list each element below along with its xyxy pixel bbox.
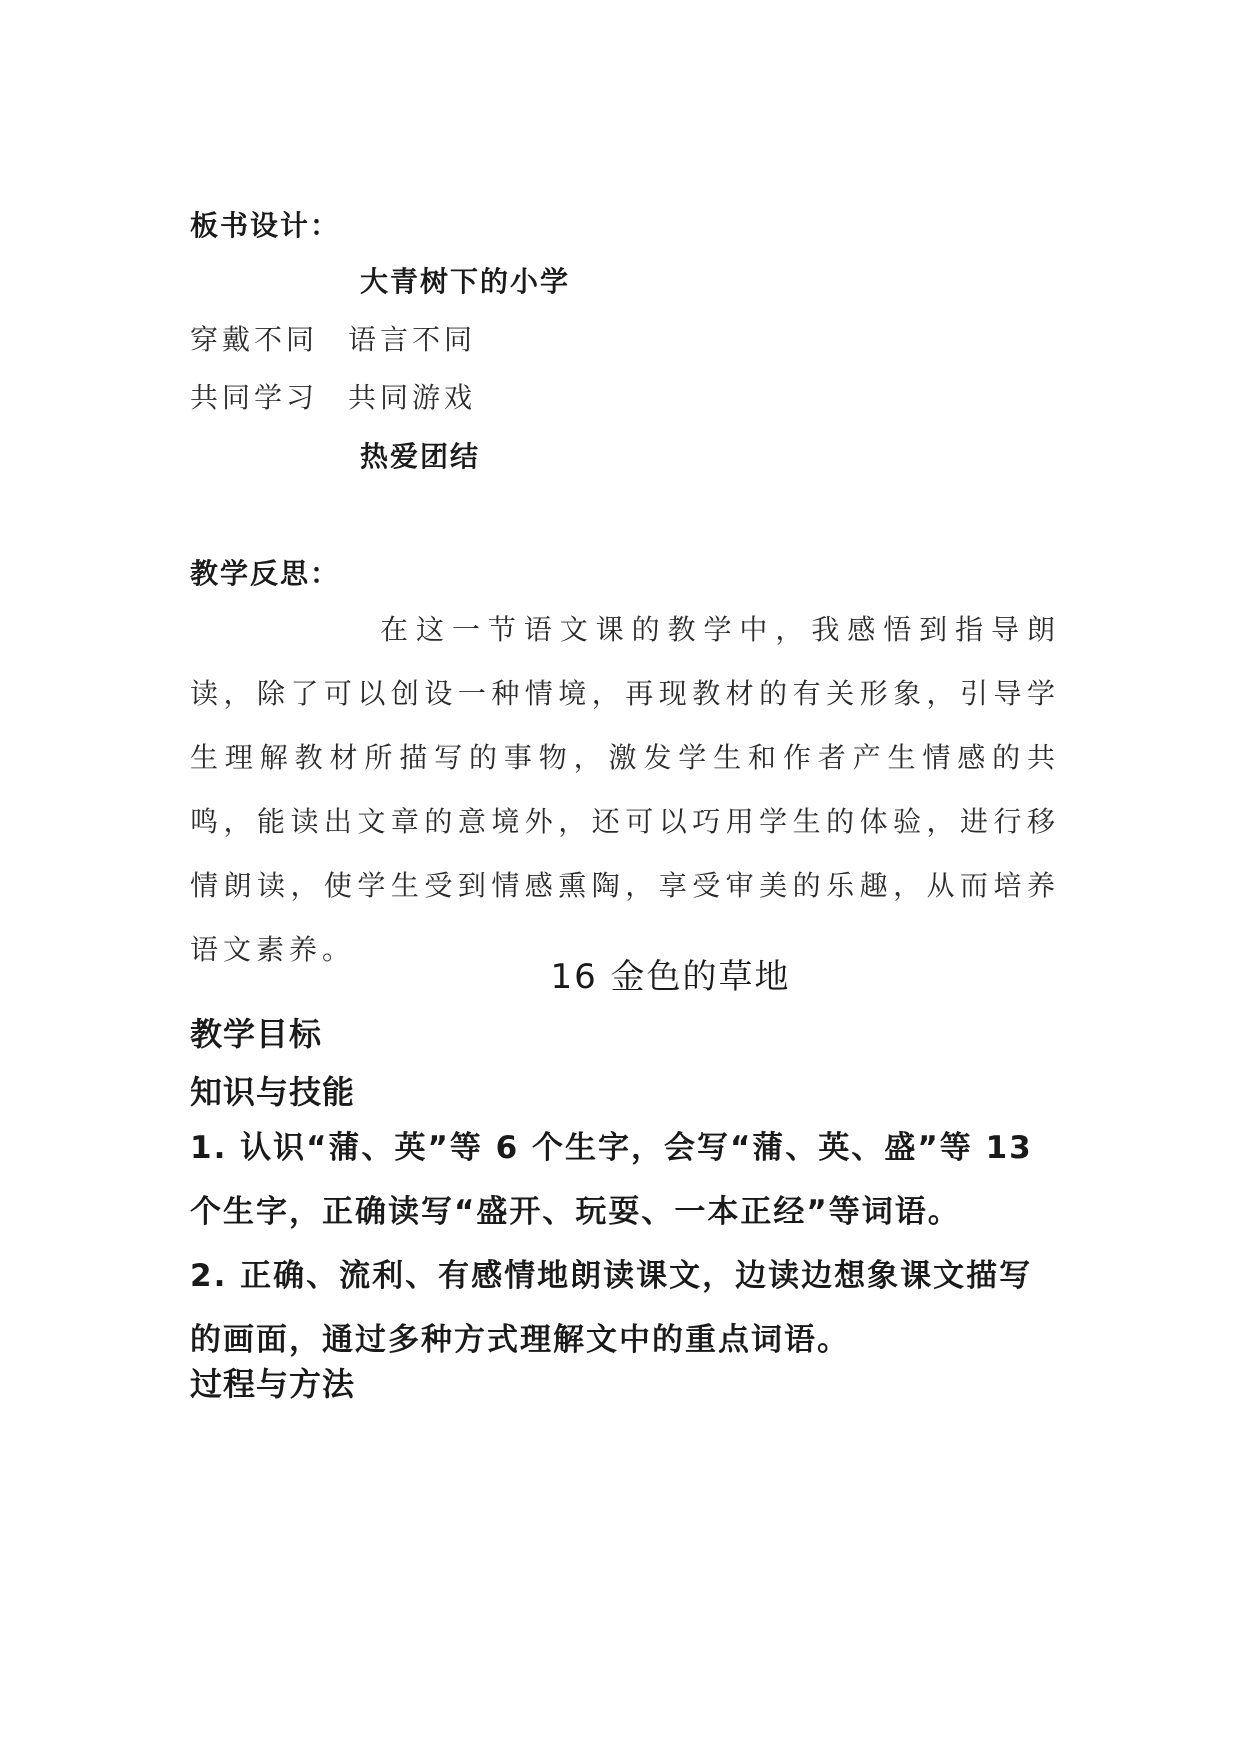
board-title: 大青树下的小学 <box>360 265 571 298</box>
process-heading: 过程与方法 <box>190 1365 356 1403</box>
reflection-label: 教学反思： <box>190 557 341 590</box>
board-row <box>190 381 477 414</box>
board-cell: 共同学习 <box>190 381 319 414</box>
objective-item: 2. 正确、流利、有感情地朗读课文，边读边想象课文描写的画面，通过多种方式理解文中的重点词语。 <box>190 1258 1033 1358</box>
board-cell: 穿戴不同 <box>190 323 319 356</box>
board-cell: 共同游戏 <box>348 381 477 414</box>
objective-item: 1. 认识“蒲、英”等 6 个生字，会写“蒲、英、盛”等 13 个生字，正确读写“盛开、玩耍、一本正经”等词语。 <box>190 1130 1033 1230</box>
board-cell: 语言不同 <box>348 323 477 356</box>
board-conclusion: 热爱团结 <box>360 440 481 473</box>
board-design-label: 板书设计： <box>190 209 341 242</box>
lesson-title: 16 金色的草地 <box>550 957 791 997</box>
reflection-paragraph: 在这一节语文课的教学中，我感悟到指导朗读，除了可以创设一种情境，再现教材的有关形象，引导学生理解教材所描写的事物，激发学生和作者产生情感的共鸣，能读出文章的意境外，还可以巧用学生的体验，进行移情朗读，使学生受到情感熏陶，享受审美的乐趣，从而培养语文素养。 <box>190 613 1060 966</box>
board-row <box>190 323 477 356</box>
knowledge-heading: 知识与技能 <box>190 1073 356 1111</box>
objectives-heading: 教学目标 <box>190 1015 323 1053</box>
